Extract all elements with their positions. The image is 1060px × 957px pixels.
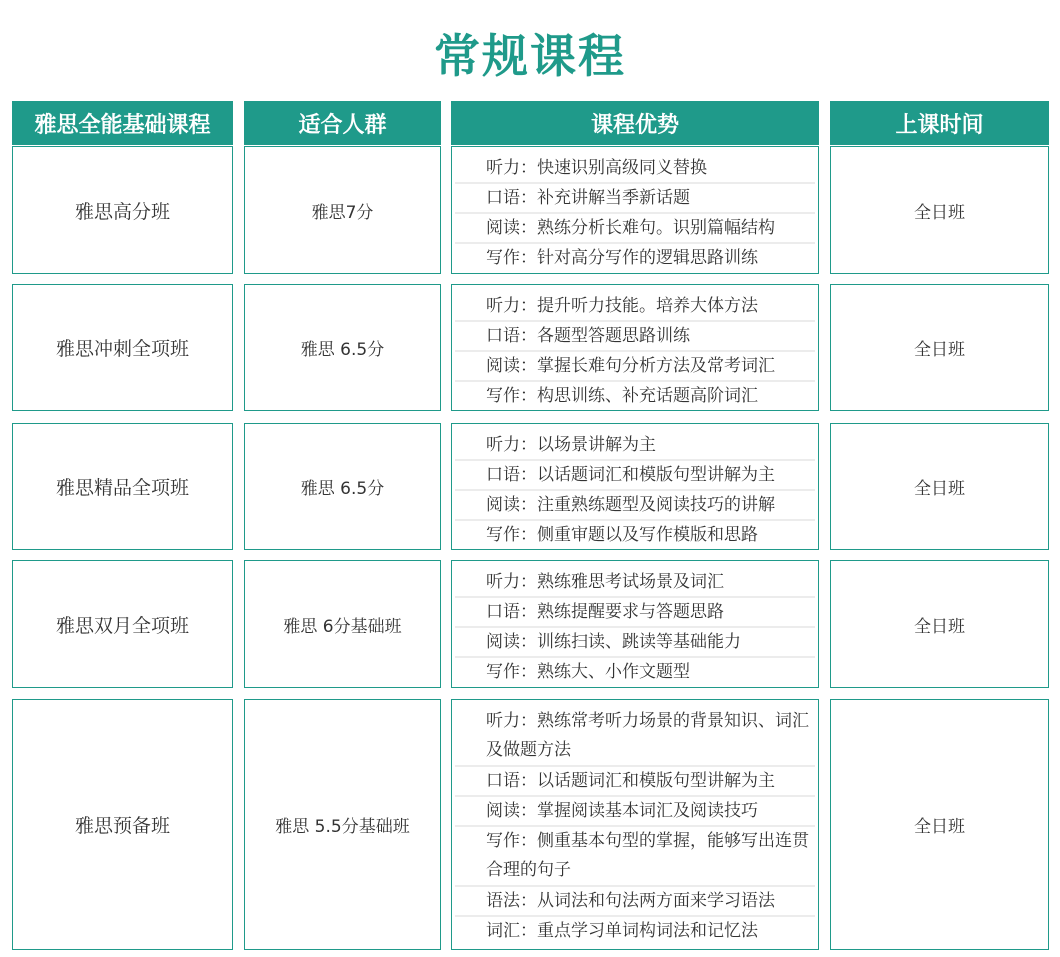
schedule-cell: 全日班 — [830, 423, 1049, 550]
advantage-line: 阅读：掌握阅读基本词汇及阅读技巧 — [455, 797, 815, 827]
advantage-line: 听力：提升听力技能。培养大体方法 — [455, 292, 815, 322]
advantage-line: 口语：以话题词汇和模版句型讲解为主 — [455, 767, 815, 797]
advantage-line: 阅读：注重熟练题型及阅读技巧的讲解 — [455, 491, 815, 521]
header-advantages: 课程优势 — [451, 101, 819, 145]
advantage-line: 听力：熟练常考听力场景的背景知识、词汇及做题方法 — [455, 707, 815, 767]
advantage-line: 词汇：重点学习单词构词法和记忆法 — [486, 921, 758, 941]
course-name-cell: 雅思双月全项班 — [12, 560, 233, 688]
audience-cell: 雅思 6.5分 — [244, 284, 441, 411]
schedule-cell: 全日班 — [830, 146, 1049, 274]
advantages-cell — [451, 699, 819, 950]
course-name-cell: 雅思精品全项班 — [12, 423, 233, 550]
advantage-line: 口语：熟练提醒要求与答题思路 — [455, 598, 815, 628]
schedule-cell: 全日班 — [830, 284, 1049, 411]
advantage-line: 写作：构思训练、补充话题高阶词汇 — [486, 386, 758, 406]
audience-cell: 雅思 5.5分基础班 — [244, 699, 441, 950]
advantage-line: 口语：各题型答题思路训练 — [455, 322, 815, 352]
audience-cell: 雅思 6.5分 — [244, 423, 441, 550]
advantage-line: 语法：从词法和句法两方面来学习语法 — [455, 887, 815, 917]
advantage-line: 写作：侧重审题以及写作模版和思路 — [486, 525, 758, 545]
advantages-cell — [451, 560, 819, 688]
header-course: 雅思全能基础课程 — [12, 101, 233, 145]
header-schedule: 上课时间 — [830, 101, 1049, 145]
advantages-cell — [451, 423, 819, 550]
course-name-cell: 雅思预备班 — [12, 699, 233, 950]
advantage-line: 阅读：掌握长难句分析方法及常考词汇 — [455, 352, 815, 382]
advantages-cell — [451, 146, 819, 274]
audience-cell: 雅思7分 — [244, 146, 441, 274]
advantage-line: 阅读：训练扫读、跳读等基础能力 — [455, 628, 815, 658]
advantage-line: 口语：以话题词汇和模版句型讲解为主 — [455, 461, 815, 491]
advantage-line: 写作：侧重基本句型的掌握，能够写出连贯合理的句子 — [455, 827, 815, 887]
header-audience: 适合人群 — [244, 101, 441, 145]
advantage-line: 听力：熟练雅思考试场景及词汇 — [455, 568, 815, 598]
audience-cell: 雅思 6分基础班 — [244, 560, 441, 688]
schedule-cell: 全日班 — [830, 699, 1049, 950]
course-name-cell: 雅思冲刺全项班 — [12, 284, 233, 411]
schedule-cell: 全日班 — [830, 560, 1049, 688]
advantage-line: 写作：熟练大、小作文题型 — [486, 662, 690, 682]
course-name-cell: 雅思高分班 — [12, 146, 233, 274]
advantages-cell — [451, 284, 819, 411]
advantage-line: 口语：补充讲解当季新话题 — [455, 184, 815, 214]
advantage-line: 听力：以场景讲解为主 — [455, 431, 815, 461]
advantage-line: 阅读：熟练分析长难句。识别篇幅结构 — [455, 214, 815, 244]
advantage-line: 写作：针对高分写作的逻辑思路训练 — [486, 248, 758, 268]
page-title: 常规课程 — [434, 29, 626, 83]
advantage-line: 听力：快速识别高级同义替换 — [455, 154, 815, 184]
